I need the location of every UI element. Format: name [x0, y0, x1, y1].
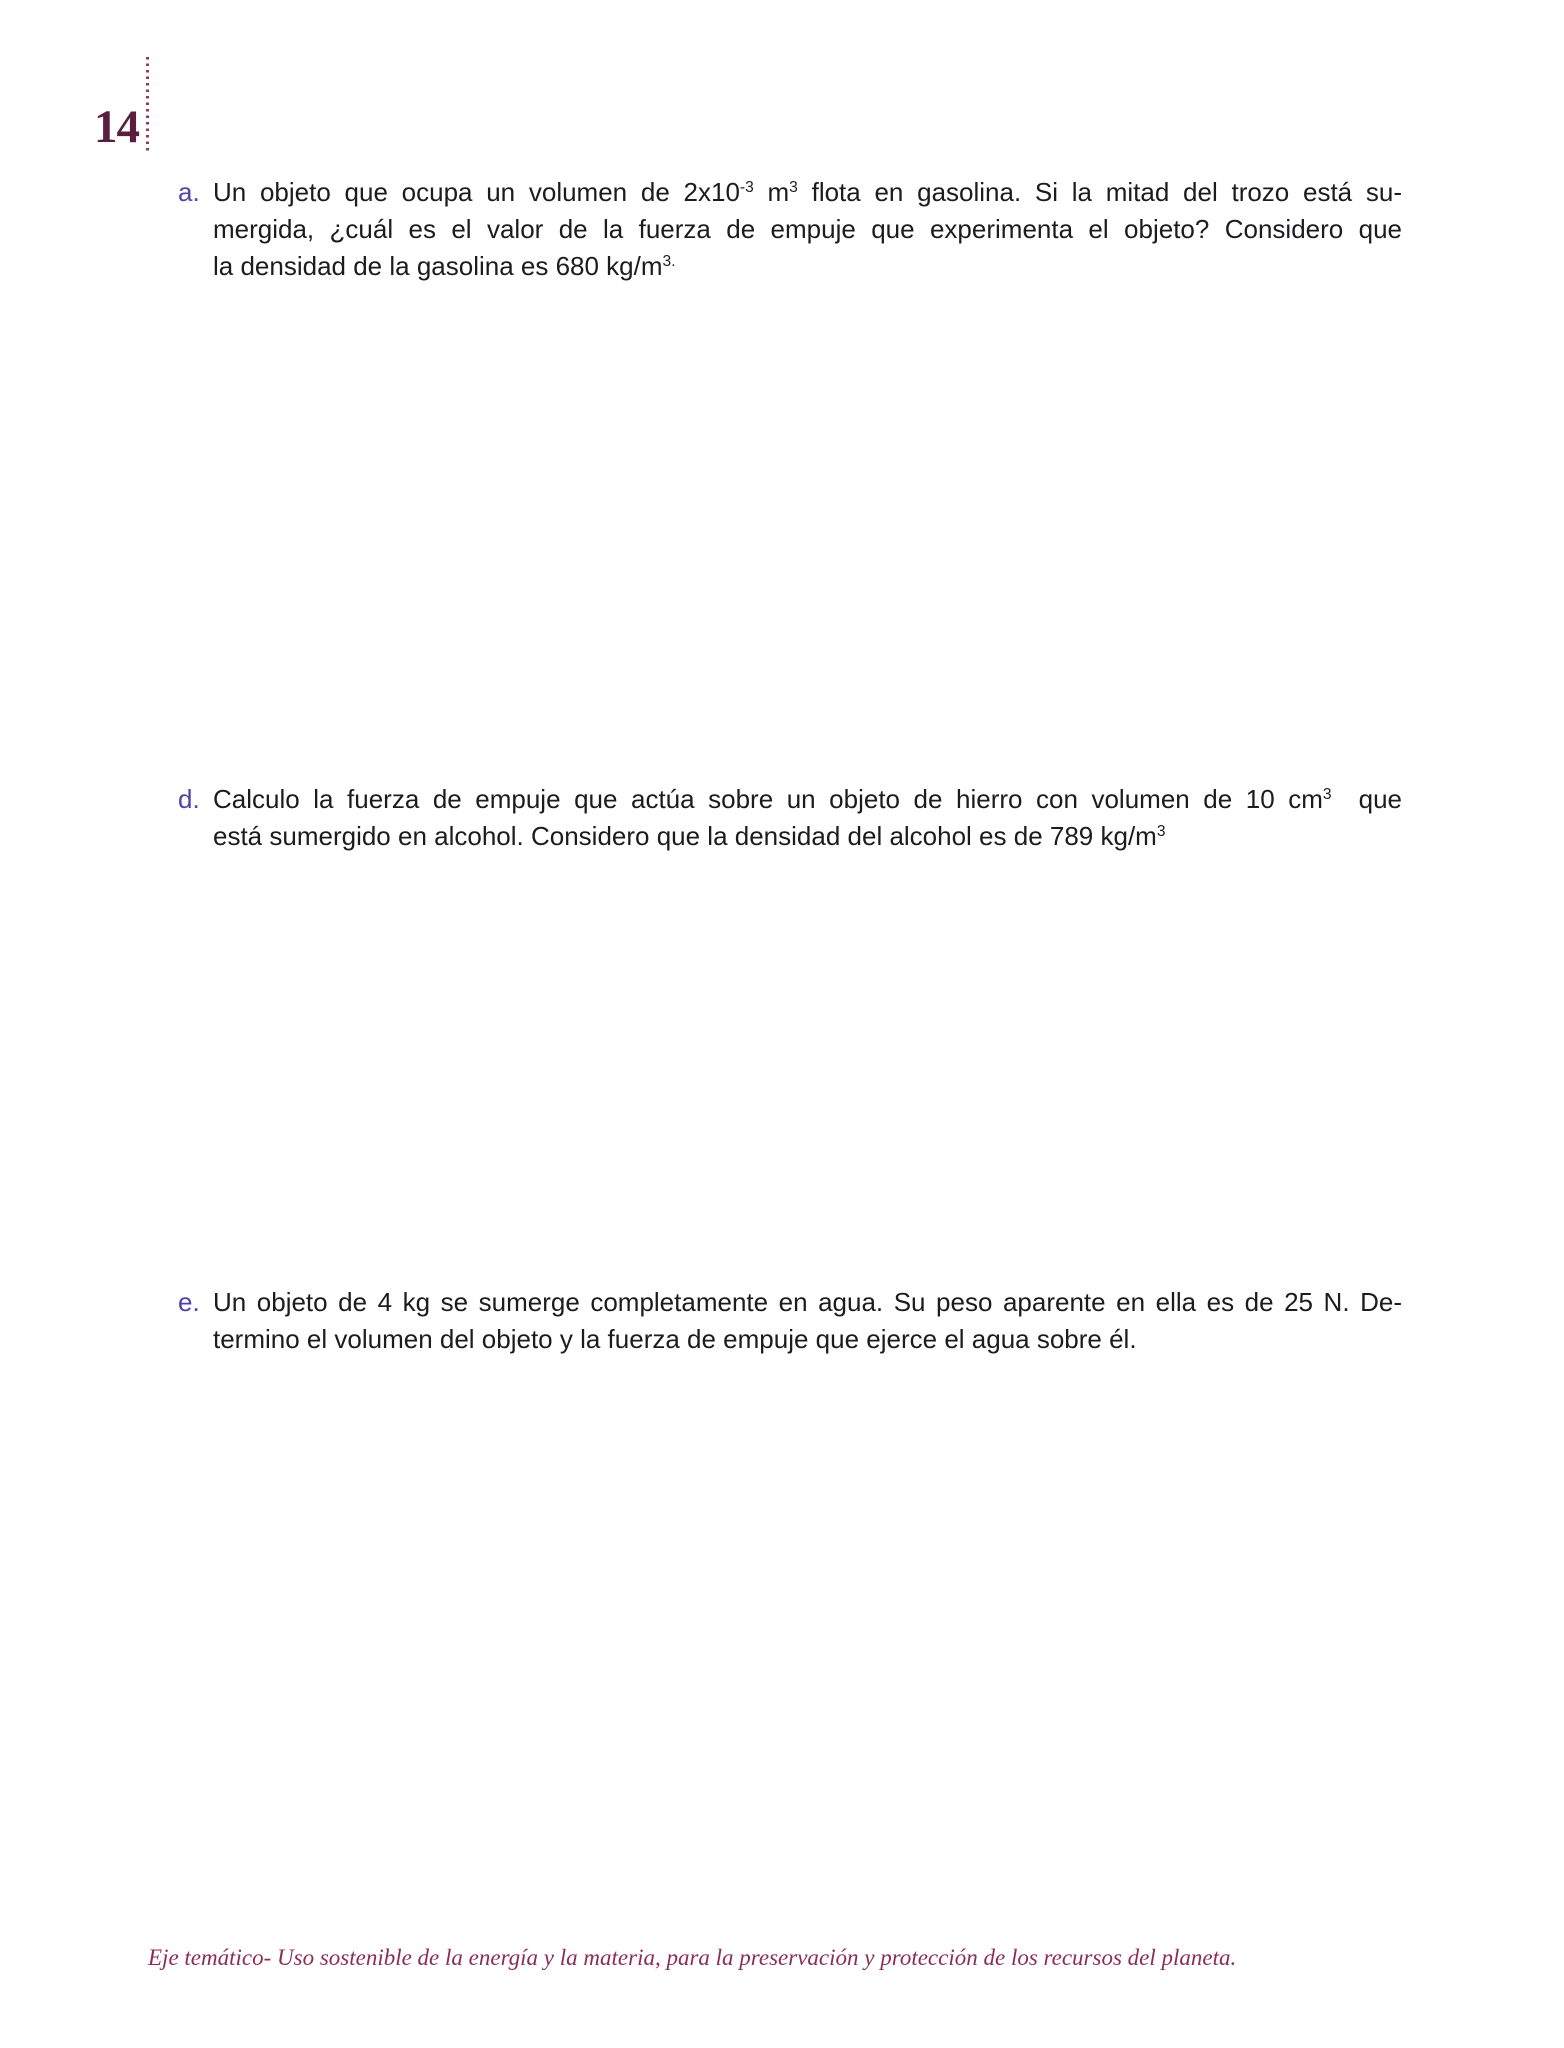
superscript-text: 3. — [662, 253, 676, 271]
problem-a-line-2 — [178, 211, 1402, 248]
text-run: mergida, ¿cuál es el valor de la fuerza de empuje que experimenta el objeto? Considero que — [213, 214, 1402, 244]
problem-item-d — [178, 781, 1402, 855]
dotted-separator-line — [146, 57, 149, 151]
problem-a-label: a. — [178, 177, 200, 207]
problem-a-line-1 — [178, 174, 1402, 211]
text-run: que — [1331, 784, 1402, 814]
problem-item-a — [178, 174, 1402, 285]
problem-e-line-1 — [178, 1284, 1402, 1321]
problem-d-line-2 — [178, 818, 1402, 855]
page-number: 14 — [94, 101, 139, 153]
text-run: la densidad de la gasolina es 680 kg/m — [213, 251, 663, 281]
problem-e-label: e. — [178, 1287, 200, 1317]
text-run: Un objeto que ocupa un volumen de 2x10 — [213, 177, 740, 207]
text-run: Calculo la fuerza de empuje que actúa sobre un objeto de hierro con volumen de 10 cm — [213, 784, 1323, 814]
problem-d-label: d. — [178, 784, 200, 814]
text-run: está sumergido en alcohol. Considero que la densidad del alcohol es de 789 kg/m — [213, 821, 1157, 851]
problem-d-line-1 — [178, 781, 1402, 818]
text-run: flota en gasolina. Si la mitad del trozo está su- — [797, 177, 1402, 207]
problem-e-line-2 — [178, 1321, 1402, 1358]
problem-item-e — [178, 1284, 1402, 1358]
text-run: m — [753, 177, 790, 207]
superscript-text: -3 — [739, 179, 754, 197]
text-run: termino el volumen del objeto y la fuerza de empuje que ejerce el agua sobre él. — [213, 1324, 1137, 1354]
superscript-text: 3 — [1156, 823, 1166, 841]
text-run: Un objeto de 4 kg se sumerge completamente en agua. Su peso aparente en ella es de 25 N. De- — [213, 1287, 1402, 1317]
superscript-text: 3 — [789, 179, 798, 197]
superscript-text: 3 — [1322, 786, 1332, 804]
footer-theme-text: Eje temático- Uso sostenible de la energía y la materia, para la preservación y protección de los recursos del planeta. — [148, 1945, 1237, 1970]
problem-a-line-3 — [178, 248, 1402, 285]
